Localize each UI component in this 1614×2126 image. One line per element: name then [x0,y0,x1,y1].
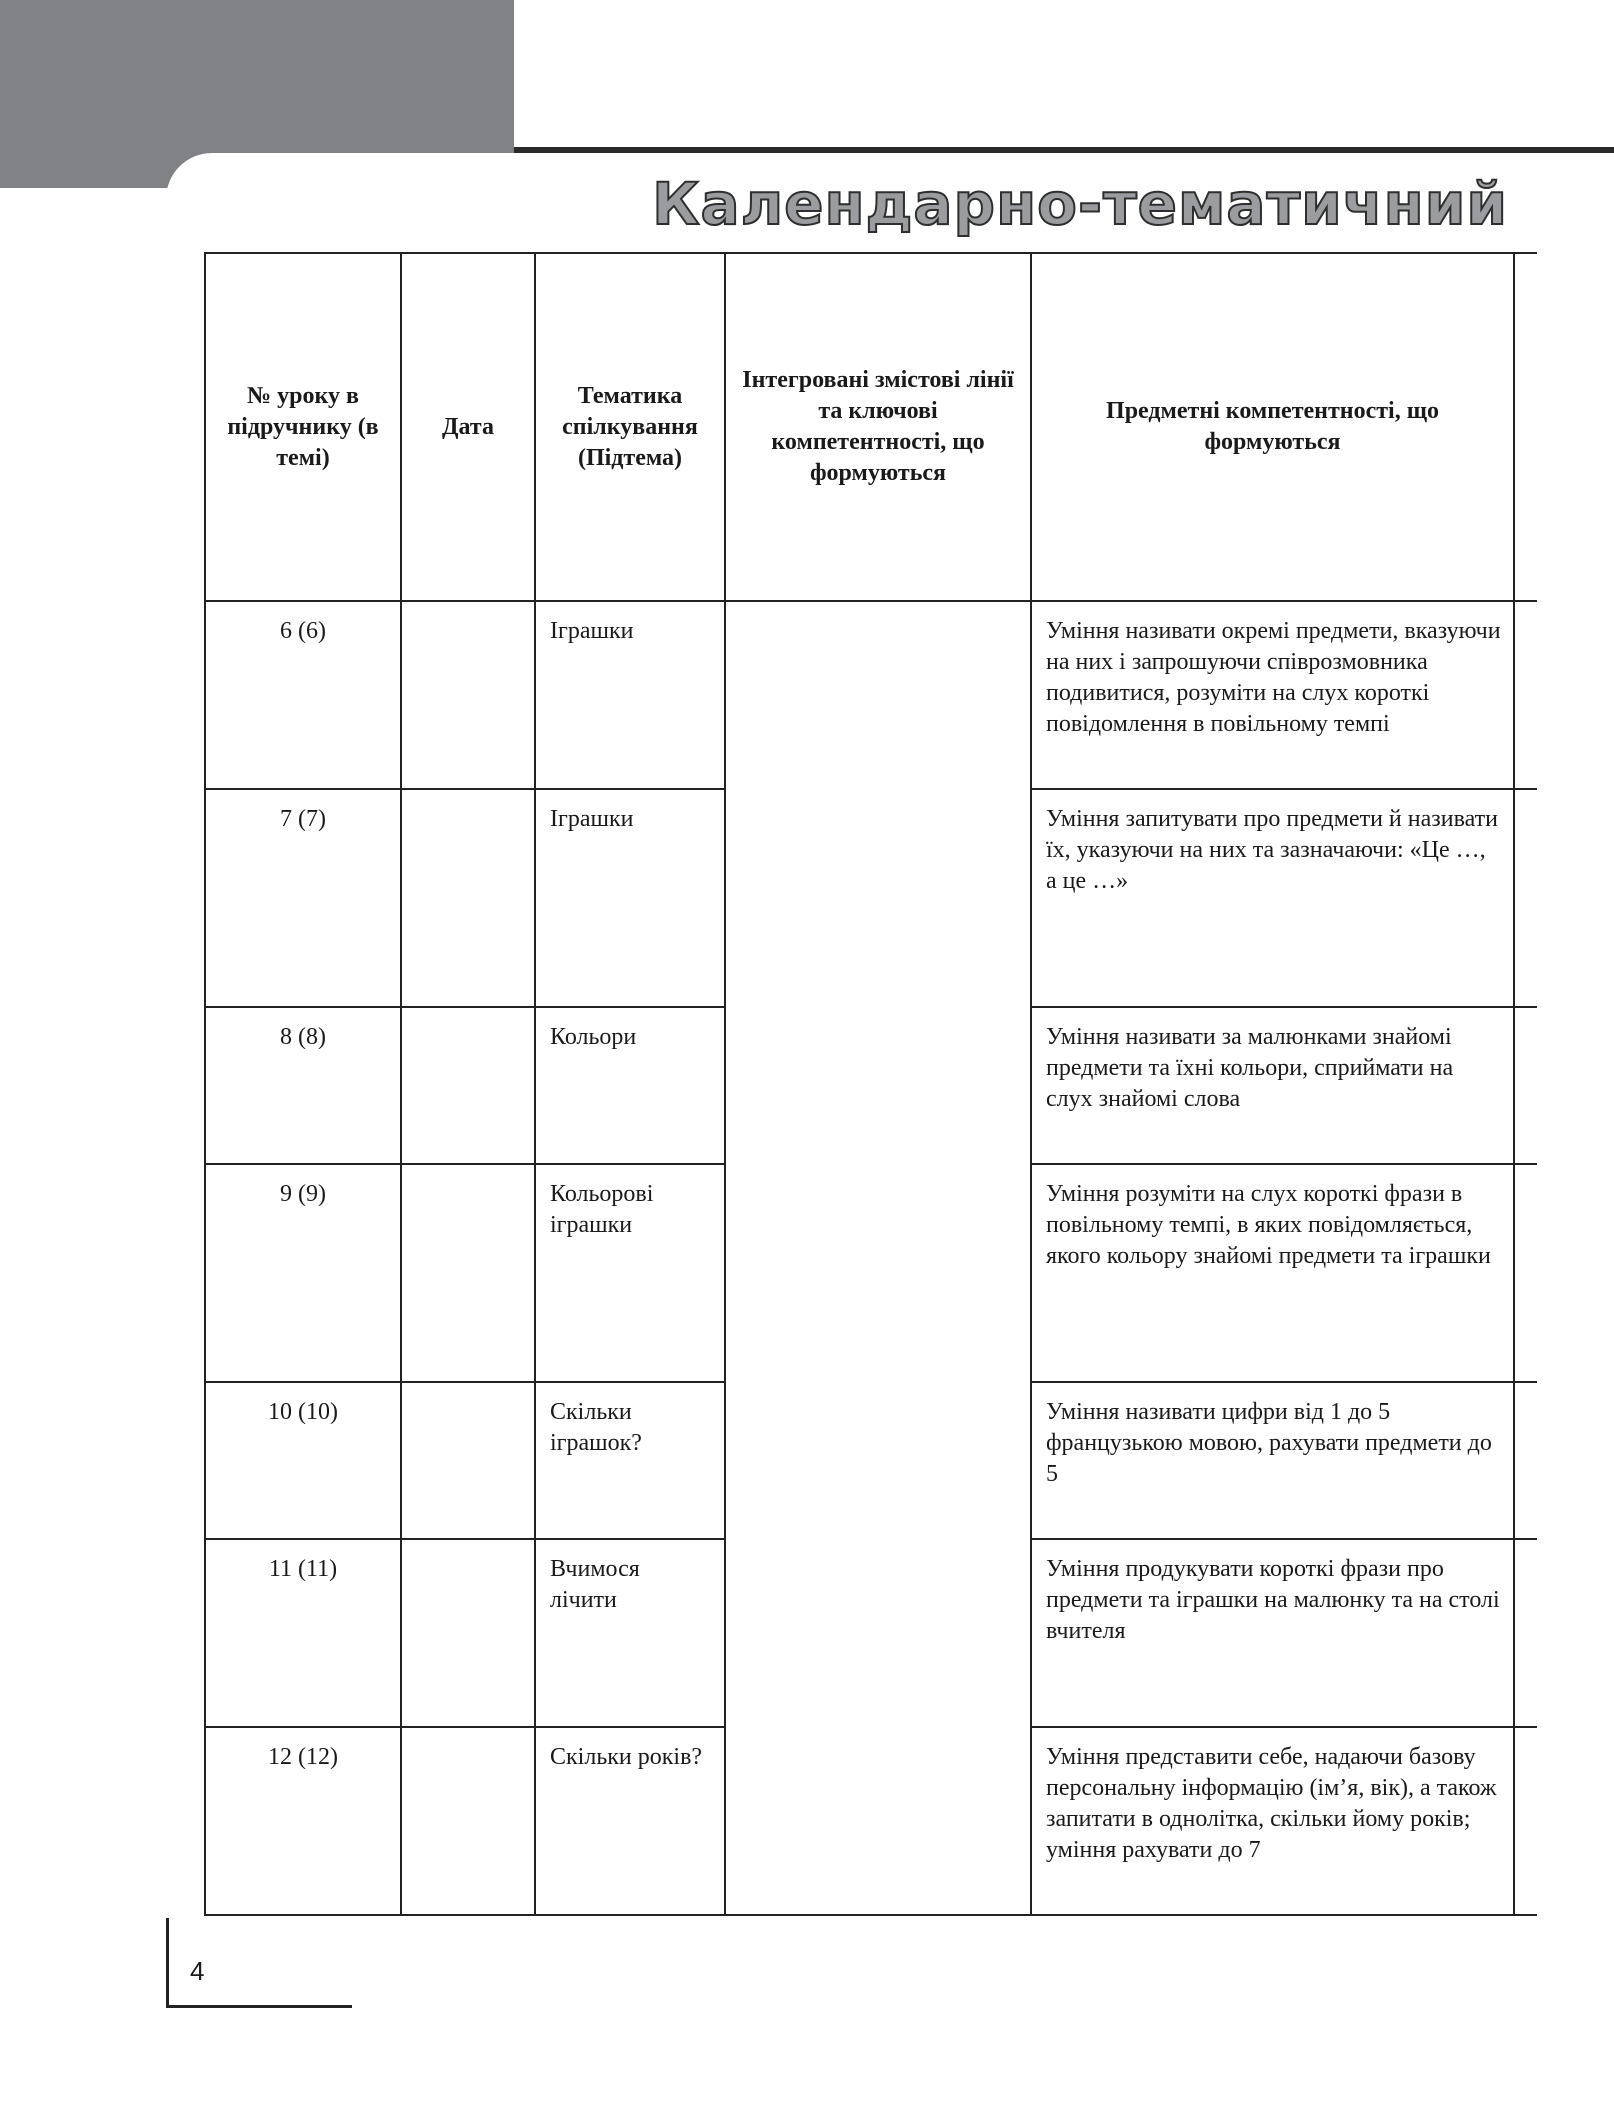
header-date: Дата [401,253,535,601]
next-column-cell [1514,601,1537,789]
lesson-plan-table [204,252,1537,1916]
competence-cell: Уміння представити себе, надаючи базову персональну інформацію (ім’я, вік), а також запитати в однолітка, скільки йому років; уміння рахувати до 7 [1031,1727,1514,1915]
next-column-cell [1514,1382,1537,1539]
topic-cell: Кольори [535,1007,725,1164]
lesson-number: 6 (6) [205,601,401,789]
next-column-cell [1514,1007,1537,1164]
lesson-number: 12 (12) [205,1727,401,1915]
topic-cell: Вчимося лічити [535,1539,725,1727]
date-cell [401,789,535,1007]
topic-cell: Іграшки [535,601,725,789]
topic-cell: Кольорові іграшки [535,1164,725,1382]
lesson-number: 10 (10) [205,1382,401,1539]
page-number: 4 [190,1956,205,1986]
competence-cell: Уміння розуміти на слух короткі фрази в повільному темпі, в яких повідомляється, якого кольору знайомі предмети та іграшки [1031,1164,1514,1382]
header-next-column [1514,253,1537,601]
header-topic: Тематика спілкування (Підтема) [535,253,725,601]
next-column-cell [1514,1539,1537,1727]
date-cell [401,1164,535,1382]
next-column-cell [1514,1164,1537,1382]
competence-cell: Уміння називати цифри від 1 до 5 французькою мовою, рахувати предмети до 5 [1031,1382,1514,1539]
competence-cell: Уміння називати за малюнками знайомі предмети та їхні кольори, сприймати на слух знайомі слова [1031,1007,1514,1164]
date-cell [401,1007,535,1164]
competence-cell: Уміння називати окремі предмети, вказуючи на них і запрошуючи співрозмовника подивитися, розуміти на слух короткі повідомлення в повільному темпі [1031,601,1514,789]
footer-rule-horizontal [166,2005,352,2008]
header-lesson: № уроку в підручнику (в темі) [205,253,401,601]
footer-rule-vertical [166,1918,169,2008]
table-header-row [205,253,1537,601]
header-competence: Предметні компетентності, що формуються [1031,253,1514,601]
integrated-cell [725,601,1031,1915]
lesson-number: 11 (11) [205,1539,401,1727]
date-cell [401,1539,535,1727]
competence-cell: Уміння продукувати короткі фрази про предмети та іграшки на малюнку та на столі вчителя [1031,1539,1514,1727]
topic-cell: Іграшки [535,789,725,1007]
header-integrated: Інтегровані змістові лінії та ключові компетентності, що формуються [725,253,1031,601]
date-cell [401,1382,535,1539]
lesson-number: 7 (7) [205,789,401,1007]
lesson-number: 8 (8) [205,1007,401,1164]
lesson-number: 9 (9) [205,1164,401,1382]
next-column-cell [1514,789,1537,1007]
page-title: Календарно-тематичний [652,170,1508,238]
topic-cell: Скільки років? [535,1727,725,1915]
date-cell [401,1727,535,1915]
table-row [205,601,1537,789]
topic-cell: Скільки іграшок? [535,1382,725,1539]
next-column-cell [1514,1727,1537,1915]
competence-cell: Уміння запитувати про предмети й називати їх, указуючи на них та зазначаючи: «Це …, а це …» [1031,789,1514,1007]
date-cell [401,601,535,789]
